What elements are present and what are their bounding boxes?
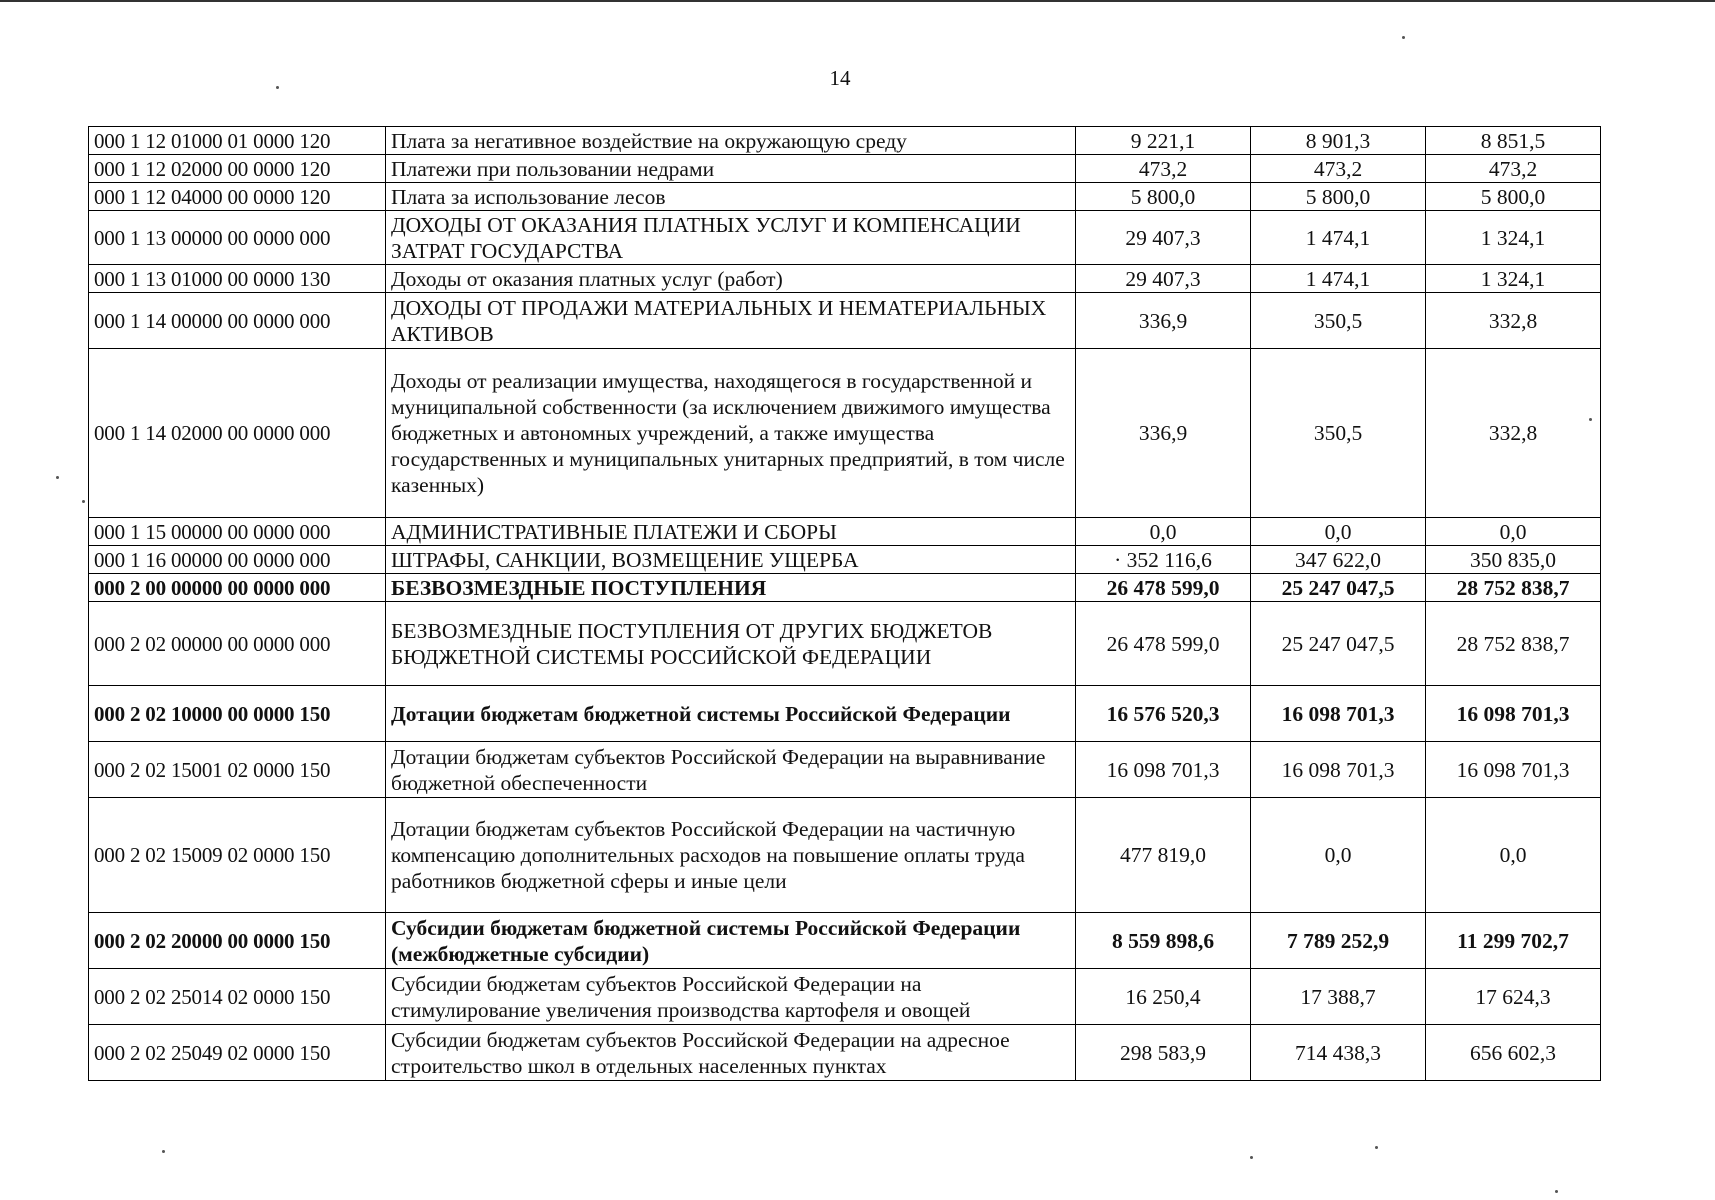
value-year3-cell: 0,0 — [1426, 518, 1601, 546]
value-year1-cell: 16 250,4 — [1076, 969, 1251, 1025]
budget-code-cell: 000 2 02 20000 00 0000 150 — [89, 913, 386, 969]
revenue-name-cell: Субсидии бюджетам субъектов Российской Федерации на адресное строительство школ в отдельных населенных пунктах — [386, 1025, 1076, 1081]
value-year1-cell: 9 221,1 — [1076, 127, 1251, 155]
value-year1-cell: 0,0 — [1076, 518, 1251, 546]
table-row — [89, 742, 1601, 798]
table-row — [89, 686, 1601, 742]
budget-code-cell: 000 2 02 15009 02 0000 150 — [89, 798, 386, 913]
scan-speck — [1250, 1156, 1253, 1159]
table-row — [89, 265, 1601, 293]
table-row — [89, 1025, 1601, 1081]
value-year2-cell: 0,0 — [1251, 798, 1426, 913]
table-row — [89, 127, 1601, 155]
value-year2-cell: 347 622,0 — [1251, 546, 1426, 574]
table-row — [89, 155, 1601, 183]
budget-code-cell: 000 1 12 02000 00 0000 120 — [89, 155, 386, 183]
scan-speck — [162, 1150, 165, 1153]
value-year2-cell: 17 388,7 — [1251, 969, 1426, 1025]
scan-speck — [1589, 418, 1592, 421]
table-row — [89, 211, 1601, 265]
table-row — [89, 798, 1601, 913]
budget-code-cell: 000 2 02 25014 02 0000 150 — [89, 969, 386, 1025]
revenue-name-cell: ДОХОДЫ ОТ ПРОДАЖИ МАТЕРИАЛЬНЫХ И НЕМАТЕРИАЛЬНЫХ АКТИВОВ — [386, 293, 1076, 349]
value-year2-cell: 0,0 — [1251, 518, 1426, 546]
scan-speck — [82, 500, 85, 503]
value-year2-cell: 350,5 — [1251, 293, 1426, 349]
value-year3-cell: 28 752 838,7 — [1426, 602, 1601, 686]
scan-speck — [276, 86, 279, 89]
budget-code-cell: 000 1 14 02000 00 0000 000 — [89, 349, 386, 518]
scan-speck — [1375, 1146, 1378, 1149]
value-year3-cell: 5 800,0 — [1426, 183, 1601, 211]
value-year2-cell: 5 800,0 — [1251, 183, 1426, 211]
table-body — [89, 127, 1601, 1081]
value-year2-cell: 25 247 047,5 — [1251, 574, 1426, 602]
budget-code-cell: 000 1 14 00000 00 0000 000 — [89, 293, 386, 349]
table-row — [89, 518, 1601, 546]
scan-speck — [1402, 36, 1405, 39]
revenue-name-cell: ДОХОДЫ ОТ ОКАЗАНИЯ ПЛАТНЫХ УСЛУГ И КОМПЕНСАЦИИ ЗАТРАТ ГОСУДАРСТВА — [386, 211, 1076, 265]
value-year2-cell: 350,5 — [1251, 349, 1426, 518]
scan-speck — [56, 476, 59, 479]
revenue-name-cell: БЕЗВОЗМЕЗДНЫЕ ПОСТУПЛЕНИЯ ОТ ДРУГИХ БЮДЖЕТОВ БЮДЖЕТНОЙ СИСТЕМЫ РОССИЙСКОЙ ФЕДЕРАЦИИ — [386, 602, 1076, 686]
budget-code-cell: 000 1 12 04000 00 0000 120 — [89, 183, 386, 211]
value-year3-cell: 8 851,5 — [1426, 127, 1601, 155]
table-row — [89, 546, 1601, 574]
value-year2-cell: 16 098 701,3 — [1251, 686, 1426, 742]
value-year1-cell: 26 478 599,0 — [1076, 602, 1251, 686]
value-year3-cell: 473,2 — [1426, 155, 1601, 183]
page-number: 14 — [829, 66, 851, 90]
value-year1-cell: · 352 116,6 — [1076, 546, 1251, 574]
table-row — [89, 969, 1601, 1025]
value-year3-cell: 350 835,0 — [1426, 546, 1601, 574]
revenue-name-cell: Дотации бюджетам бюджетной системы Российской Федерации — [386, 686, 1076, 742]
value-year3-cell: 17 624,3 — [1426, 969, 1601, 1025]
value-year2-cell: 1 474,1 — [1251, 211, 1426, 265]
value-year3-cell: 1 324,1 — [1426, 211, 1601, 265]
revenue-name-cell: Плата за негативное воздействие на окружающую среду — [386, 127, 1076, 155]
table-row — [89, 602, 1601, 686]
budget-code-cell: 000 1 16 00000 00 0000 000 — [89, 546, 386, 574]
value-year2-cell: 473,2 — [1251, 155, 1426, 183]
value-year2-cell: 8 901,3 — [1251, 127, 1426, 155]
revenue-name-cell: АДМИНИСТРАТИВНЫЕ ПЛАТЕЖИ И СБОРЫ — [386, 518, 1076, 546]
value-year3-cell: 332,8 — [1426, 293, 1601, 349]
value-year2-cell: 25 247 047,5 — [1251, 602, 1426, 686]
value-year2-cell: 16 098 701,3 — [1251, 742, 1426, 798]
scan-edge-line — [0, 0, 1715, 2]
table-row — [89, 913, 1601, 969]
value-year2-cell: 714 438,3 — [1251, 1025, 1426, 1081]
value-year1-cell: 29 407,3 — [1076, 265, 1251, 293]
budget-code-cell: 000 1 13 01000 00 0000 130 — [89, 265, 386, 293]
budget-code-cell: 000 1 12 01000 01 0000 120 — [89, 127, 386, 155]
value-year1-cell: 16 098 701,3 — [1076, 742, 1251, 798]
value-year3-cell: 28 752 838,7 — [1426, 574, 1601, 602]
value-year1-cell: 473,2 — [1076, 155, 1251, 183]
value-year3-cell: 1 324,1 — [1426, 265, 1601, 293]
revenue-name-cell: ШТРАФЫ, САНКЦИИ, ВОЗМЕЩЕНИЕ УЩЕРБА — [386, 546, 1076, 574]
budget-revenue-table — [88, 126, 1601, 1081]
budget-code-cell: 000 2 00 00000 00 0000 000 — [89, 574, 386, 602]
table-row — [89, 183, 1601, 211]
table-row — [89, 574, 1601, 602]
budget-code-cell: 000 2 02 15001 02 0000 150 — [89, 742, 386, 798]
value-year1-cell: 477 819,0 — [1076, 798, 1251, 913]
value-year1-cell: 29 407,3 — [1076, 211, 1251, 265]
value-year3-cell: 11 299 702,7 — [1426, 913, 1601, 969]
value-year3-cell: 16 098 701,3 — [1426, 742, 1601, 798]
budget-code-cell: 000 2 02 00000 00 0000 000 — [89, 602, 386, 686]
table-row — [89, 349, 1601, 518]
table-row — [89, 293, 1601, 349]
value-year1-cell: 336,9 — [1076, 293, 1251, 349]
value-year1-cell: 8 559 898,6 — [1076, 913, 1251, 969]
value-year1-cell: 5 800,0 — [1076, 183, 1251, 211]
value-year2-cell: 7 789 252,9 — [1251, 913, 1426, 969]
scan-speck — [1555, 1190, 1558, 1193]
budget-code-cell: 000 1 13 00000 00 0000 000 — [89, 211, 386, 265]
value-year1-cell: 26 478 599,0 — [1076, 574, 1251, 602]
value-year2-cell: 1 474,1 — [1251, 265, 1426, 293]
revenue-name-cell: Доходы от оказания платных услуг (работ) — [386, 265, 1076, 293]
revenue-name-cell: Субсидии бюджетам бюджетной системы Российской Федерации (межбюджетные субсидии) — [386, 913, 1076, 969]
value-year3-cell: 332,8 — [1426, 349, 1601, 518]
value-year1-cell: 16 576 520,3 — [1076, 686, 1251, 742]
revenue-name-cell: Дотации бюджетам субъектов Российской Федерации на выравнивание бюджетной обеспеченности — [386, 742, 1076, 798]
value-year3-cell: 0,0 — [1426, 798, 1601, 913]
value-year1-cell: 336,9 — [1076, 349, 1251, 518]
value-year3-cell: 16 098 701,3 — [1426, 686, 1601, 742]
revenue-name-cell: Субсидии бюджетам субъектов Российской Федерации на стимулирование увеличения производства картофеля и овощей — [386, 969, 1076, 1025]
revenue-name-cell: Доходы от реализации имущества, находящегося в государственной и муниципальной собственности (за исключением движимого имущества бюджетных и автономных учреждений, а также имущества государственных и муниципальных унитарных предприятий, в том числе казенных) — [386, 349, 1076, 518]
value-year3-cell: 656 602,3 — [1426, 1025, 1601, 1081]
budget-code-cell: 000 1 15 00000 00 0000 000 — [89, 518, 386, 546]
value-year1-cell: 298 583,9 — [1076, 1025, 1251, 1081]
budget-code-cell: 000 2 02 25049 02 0000 150 — [89, 1025, 386, 1081]
revenue-name-cell: Дотации бюджетам субъектов Российской Федерации на частичную компенсацию дополнительных расходов на повышение оплаты труда работников бюджетной сферы и иные цели — [386, 798, 1076, 913]
revenue-name-cell: Плата за использование лесов — [386, 183, 1076, 211]
budget-code-cell: 000 2 02 10000 00 0000 150 — [89, 686, 386, 742]
revenue-name-cell: БЕЗВОЗМЕЗДНЫЕ ПОСТУПЛЕНИЯ — [386, 574, 1076, 602]
revenue-name-cell: Платежи при пользовании недрами — [386, 155, 1076, 183]
